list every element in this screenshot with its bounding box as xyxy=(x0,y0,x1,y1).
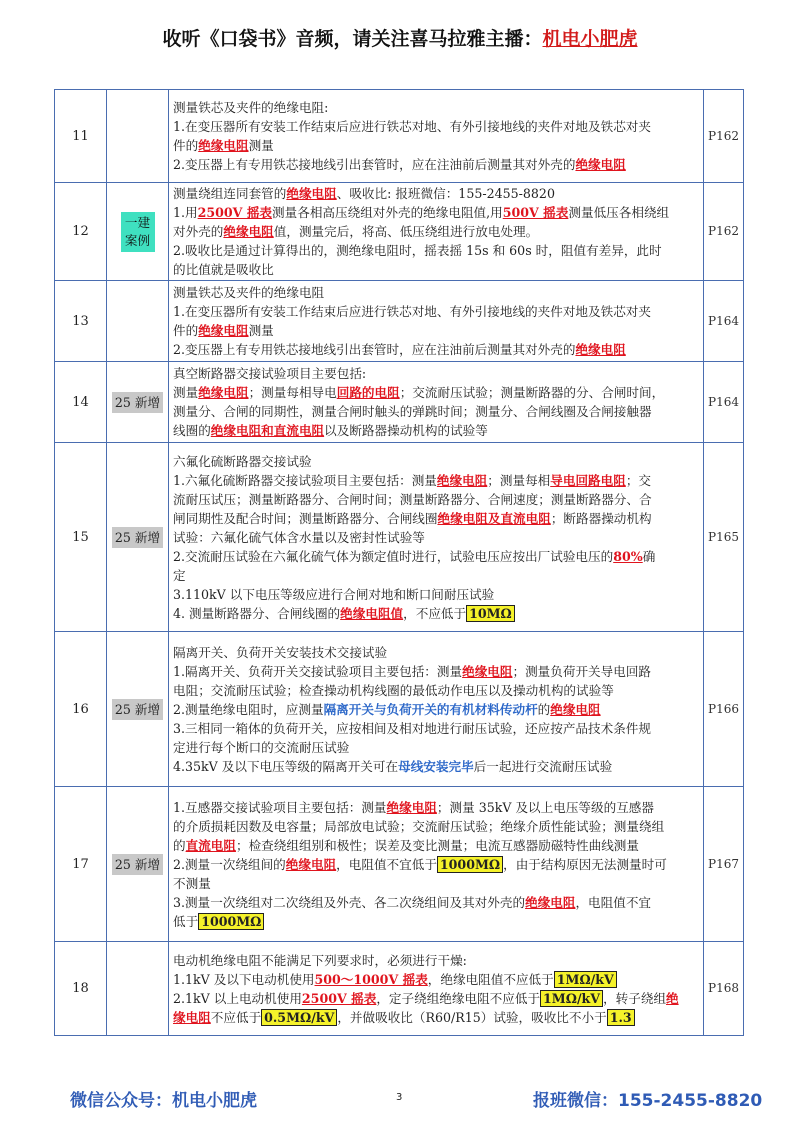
text-segment: ；检查绕组组别和极性；误差及变比测量；电流互感器励磁特性曲线测量 xyxy=(235,837,639,853)
row-tag-cell xyxy=(107,362,169,443)
text-segment: ；测量每相导电 xyxy=(248,385,337,400)
text-segment: 测量铁芯及夹件的绝缘电阻 xyxy=(173,285,325,300)
text-segment: ；测量负荷开关导电回路 xyxy=(512,663,651,679)
text-segment: 1.1kV 及以下电动机使用 xyxy=(173,971,315,987)
content-line xyxy=(173,203,699,222)
key-term: 绝缘电阻及直流电阻 xyxy=(437,510,551,526)
content-line xyxy=(173,798,699,817)
text-segment: 的介质损耗因数及电容量；局部放电试验；交流耐压试验；绝缘介质性能试验；测量绕组 xyxy=(173,818,665,834)
text-segment: 值，测量完后，将高、低压绕组进行放电处理。 xyxy=(273,224,539,239)
text-segment: 件的 xyxy=(173,323,199,338)
content-line xyxy=(173,452,699,471)
key-term: 2500V 摇表 xyxy=(301,990,377,1006)
text-segment: 后一起进行交流耐压试验 xyxy=(473,758,613,774)
emphasis-term: 母线安装完毕 xyxy=(398,758,474,774)
case-badge: 一建案例 xyxy=(121,212,155,252)
row-tag-cell xyxy=(107,443,169,632)
key-term: 80% xyxy=(613,548,643,564)
table-row xyxy=(55,443,744,632)
content-line xyxy=(173,471,699,490)
text-segment: 测量各相高压绕组对外壳的绝缘电阻值,用 xyxy=(272,205,503,220)
table-row xyxy=(55,281,744,362)
content-line xyxy=(173,893,699,912)
content-line xyxy=(173,817,699,836)
text-segment: 测量绕组连同套管的 xyxy=(173,186,287,201)
row-tag-cell xyxy=(107,90,169,183)
text-segment: 确 xyxy=(642,548,656,564)
key-term: 绝缘电阻 xyxy=(575,342,626,357)
new-badge: 25 新增 xyxy=(112,854,163,875)
text-segment: 流耐压试压；测量断路器分、合闸时间；测量断路器分、合闸速度；测量断路器分、合 xyxy=(173,491,652,507)
header-text: 收听《口袋书》音频，请关注喜马拉雅主播： xyxy=(162,28,543,50)
text-segment: 不测量 xyxy=(173,875,211,891)
study-notes-table xyxy=(54,89,744,1036)
content-line xyxy=(173,604,699,623)
row-tag-cell xyxy=(107,942,169,1036)
row-number: 16 xyxy=(55,632,107,787)
text-segment: 电动机绝缘电阻不能满足下列要求时，必须进行干燥: xyxy=(173,952,467,968)
key-term: 缘电阻 xyxy=(173,1009,211,1025)
text-segment: 2.吸收比是通过计算得出的，测绝缘电阻时，摇表摇 15s 和 60s 时，阻值有差异，此时 xyxy=(173,243,662,258)
text-segment: 3.三相同一箱体的负荷开关，应按相间及相对地进行耐压试验，还应按产品技术条件规 xyxy=(173,720,651,736)
page-reference: P166 xyxy=(704,632,744,787)
text-segment: 测量 xyxy=(248,323,274,338)
page-reference: P167 xyxy=(704,787,744,942)
content-line xyxy=(173,340,699,359)
table-row xyxy=(55,90,744,183)
text-segment: ，不应低于 xyxy=(403,605,467,621)
text-segment: ；交流耐压试验；测量断路器的分、合闸时间， xyxy=(399,385,665,400)
key-term: 绝缘电阻值 xyxy=(340,605,404,621)
header-brand-link[interactable]: 机电小肥虎 xyxy=(542,28,638,50)
text-segment: ；断路器操动机构 xyxy=(550,510,652,526)
text-segment: 低于 xyxy=(173,913,199,929)
content-line xyxy=(173,184,699,203)
key-term: 绝缘电阻 xyxy=(223,224,274,239)
text-segment: 1.互感器交接试验项目主要包括：测量 xyxy=(173,799,387,815)
content-line xyxy=(173,136,699,155)
key-term: 绝缘电阻 xyxy=(198,138,249,153)
content-line xyxy=(173,260,699,279)
page-number: 3 xyxy=(396,1092,403,1103)
text-segment: 线圈的 xyxy=(173,423,211,438)
key-term: 绝缘电阻 xyxy=(550,701,601,717)
page-reference: P164 xyxy=(704,281,744,362)
text-segment: 定 xyxy=(173,567,186,583)
highlighted-value: 1MΩ/kV xyxy=(540,990,603,1007)
content-line xyxy=(173,509,699,528)
text-segment: 试验：六氟化硫气体含水量以及密封性试验等 xyxy=(173,529,425,545)
table-row xyxy=(55,362,744,443)
row-number: 15 xyxy=(55,443,107,632)
highlighted-value: 10MΩ xyxy=(466,605,515,622)
text-segment: ，电阻值不宜 xyxy=(575,894,651,910)
page-reference: P162 xyxy=(704,90,744,183)
table-row xyxy=(55,787,744,942)
content-line xyxy=(173,321,699,340)
content-line xyxy=(173,283,699,302)
content-line xyxy=(173,117,699,136)
row-tag-cell xyxy=(107,183,169,281)
text-segment: ；测量 35kV 及以上电压等级的互感器 xyxy=(436,799,654,815)
text-segment: 、吸收比: 报班微信：155-2455-8820 xyxy=(336,186,555,201)
text-segment: 测量低压各相绕组 xyxy=(568,205,670,220)
table-row xyxy=(55,942,744,1036)
content-line xyxy=(173,700,699,719)
content-line xyxy=(173,222,699,241)
content-line xyxy=(173,719,699,738)
text-segment: 2.测量绝缘电阻时，应测量 xyxy=(173,701,324,717)
text-segment: ，绝缘电阻值不应低于 xyxy=(427,971,554,987)
content-line xyxy=(173,643,699,662)
row-number: 11 xyxy=(55,90,107,183)
row-number: 18 xyxy=(55,942,107,1036)
content-line xyxy=(173,874,699,893)
text-segment: 电阻；交流耐压试验；检查操动机构线圈的最低动作电压以及操动机构的试验等 xyxy=(173,682,614,698)
key-term: 500～1000V 摇表 xyxy=(314,971,428,987)
table-row xyxy=(55,632,744,787)
content-line xyxy=(173,402,699,421)
text-segment: ；测量每相 xyxy=(487,472,551,488)
key-term: 2500V 摇表 xyxy=(197,205,273,220)
text-segment: 件的 xyxy=(173,138,199,153)
highlighted-value: 1000MΩ xyxy=(198,913,264,930)
text-segment: ，并做吸收比（R60/R15）试验，吸收比不小于 xyxy=(337,1009,607,1025)
text-segment: 2.变压器上有专用铁芯接地线引出套管时，应在注油前后测量其对外壳的 xyxy=(173,157,576,172)
text-segment: 六氟化硫断路器交接试验 xyxy=(173,453,312,469)
content-line xyxy=(173,738,699,757)
content-line xyxy=(173,528,699,547)
key-term: 绝缘电阻 xyxy=(198,323,249,338)
page-header xyxy=(0,24,800,51)
text-segment: 1.在变压器所有安装工作结束后应进行铁芯对地、有外引接地线的夹件对地及铁芯对夹 xyxy=(173,304,651,319)
row-number: 14 xyxy=(55,362,107,443)
footer-wechat-account: 微信公众号：机电小肥虎 xyxy=(70,1091,257,1111)
content-line xyxy=(173,951,699,970)
row-content xyxy=(169,443,704,632)
key-term: 绝缘电阻 xyxy=(285,856,337,872)
text-segment: 1.隔离开关、负荷开关交接试验项目主要包括：测量 xyxy=(173,663,463,679)
page-reference: P164 xyxy=(704,362,744,443)
emphasis-term: 隔离开关与负荷开关的有机材料传动杆 xyxy=(323,701,538,717)
text-segment: 4.35kV 及以下电压等级的隔离开关可在 xyxy=(173,758,399,774)
content-line xyxy=(173,912,699,931)
text-segment: 的 xyxy=(537,701,551,717)
content-line xyxy=(173,490,699,509)
text-segment: 4. 测量断路器分、合闸线圈的 xyxy=(173,605,341,621)
row-content xyxy=(169,90,704,183)
content-line xyxy=(173,241,699,260)
text-segment: 2.1kV 以上电动机使用 xyxy=(173,990,302,1006)
content-line xyxy=(173,681,699,700)
key-term: 导电回路电阻 xyxy=(550,472,626,488)
row-content xyxy=(169,183,704,281)
key-term: 回路的电阻 xyxy=(336,385,400,400)
text-segment: 2.变压器上有专用铁芯接地线引出套管时，应在注油前后测量其对外壳的 xyxy=(173,342,576,357)
text-segment: 2.测量一次绕组间的 xyxy=(173,856,286,872)
highlighted-value: 1000MΩ xyxy=(437,856,503,873)
row-content xyxy=(169,362,704,443)
key-term: 绝缘电阻和直流电阻 xyxy=(210,423,325,438)
row-tag-cell xyxy=(107,632,169,787)
content-line xyxy=(173,1008,699,1027)
key-term: 绝缘电阻 xyxy=(575,157,626,172)
text-segment: 测量 xyxy=(248,138,274,153)
text-segment: 1.用 xyxy=(173,205,198,220)
text-segment: 1.在变压器所有安装工作结束后应进行铁芯对地、有外引接地线的夹件对地及铁芯对夹 xyxy=(173,119,651,134)
row-number: 12 xyxy=(55,183,107,281)
text-segment: 1.六氟化硫断路器交接试验项目主要包括：测量 xyxy=(173,472,437,488)
page-reference: P168 xyxy=(704,942,744,1036)
content-line xyxy=(173,989,699,1008)
content-line xyxy=(173,98,699,117)
key-term: 直流电阻 xyxy=(185,837,236,853)
text-segment: 3.测量一次绕组对二次绕组及外壳、各二次绕组间及其对外壳的 xyxy=(173,894,526,910)
text-segment: 隔离开关、负荷开关安装技术交接试验 xyxy=(173,644,388,660)
text-segment: ；交 xyxy=(625,472,651,488)
page-reference: P162 xyxy=(704,183,744,281)
row-tag-cell xyxy=(107,787,169,942)
new-badge: 25 新增 xyxy=(112,392,163,413)
highlighted-value: 0.5MΩ/kV xyxy=(261,1009,337,1026)
content-line xyxy=(173,566,699,585)
key-term: 绝缘电阻 xyxy=(198,385,249,400)
text-segment: 的 xyxy=(173,837,186,853)
footer-contact: 报班微信：155-2455-8820 xyxy=(533,1091,763,1111)
content-line xyxy=(173,421,699,440)
row-number: 17 xyxy=(55,787,107,942)
content-line xyxy=(173,585,699,604)
content-line xyxy=(173,302,699,321)
page-reference: P165 xyxy=(704,443,744,632)
row-content xyxy=(169,787,704,942)
key-term: 绝 xyxy=(666,990,679,1006)
highlighted-value: 1MΩ/kV xyxy=(554,971,617,988)
text-segment: 以及断路器操动机构的试验等 xyxy=(324,423,488,438)
content-line xyxy=(173,836,699,855)
table-row xyxy=(55,183,744,281)
new-badge: 25 新增 xyxy=(112,527,163,548)
new-badge: 25 新增 xyxy=(112,699,163,720)
text-segment: 的比值就是吸收比 xyxy=(173,262,274,277)
text-segment: 定进行每个断口的交流耐压试验 xyxy=(173,739,350,755)
text-segment: ，转子绕组 xyxy=(603,990,667,1006)
text-segment: ，电阻值不宜低于 xyxy=(336,856,437,872)
content-line xyxy=(173,364,699,383)
content-line xyxy=(173,155,699,174)
row-content xyxy=(169,942,704,1036)
text-segment: ，定子绕组绝缘电阻不应低于 xyxy=(376,990,541,1006)
text-segment: 闸同期性及配合时间；测量断路器分、合闸线圈 xyxy=(173,510,438,526)
text-segment: 对外壳的 xyxy=(173,224,224,239)
text-segment: 真空断路器交接试验项目主要包括: xyxy=(173,366,367,381)
highlighted-value: 1.3 xyxy=(607,1009,635,1026)
text-segment: 不应低于 xyxy=(210,1009,262,1025)
key-term: 绝缘电阻 xyxy=(436,472,488,488)
content-line xyxy=(173,662,699,681)
content-line xyxy=(173,970,699,989)
content-line xyxy=(173,757,699,776)
content-line xyxy=(173,383,699,402)
row-tag-cell xyxy=(107,281,169,362)
text-segment: 测量分、合闸的同期性，测量合闸时触头的弹跳时间；测量分、合闸线圈及合闸接触器 xyxy=(173,404,652,419)
key-term: 500V 摇表 xyxy=(502,205,569,220)
text-segment: 2.交流耐压试验在六氟化硫气体为额定值时进行，试验电压应按出厂试验电压的 xyxy=(173,548,614,564)
content-line xyxy=(173,547,699,566)
key-term: 绝缘电阻 xyxy=(525,894,576,910)
key-term: 绝缘电阻 xyxy=(462,663,513,679)
content-line xyxy=(173,855,699,874)
text-segment: 测量铁芯及夹件的绝缘电阻: xyxy=(173,100,329,115)
row-number: 13 xyxy=(55,281,107,362)
text-segment: 测量 xyxy=(173,385,199,400)
text-segment: ，由于结构原因无法测量时可 xyxy=(503,856,667,872)
text-segment: 3.110kV 以下电压等级应进行合闸对地和断口间耐压试验 xyxy=(173,586,495,602)
row-content xyxy=(169,281,704,362)
key-term: 绝缘电阻 xyxy=(386,799,437,815)
row-content xyxy=(169,632,704,787)
key-term: 绝缘电阻 xyxy=(286,186,337,201)
